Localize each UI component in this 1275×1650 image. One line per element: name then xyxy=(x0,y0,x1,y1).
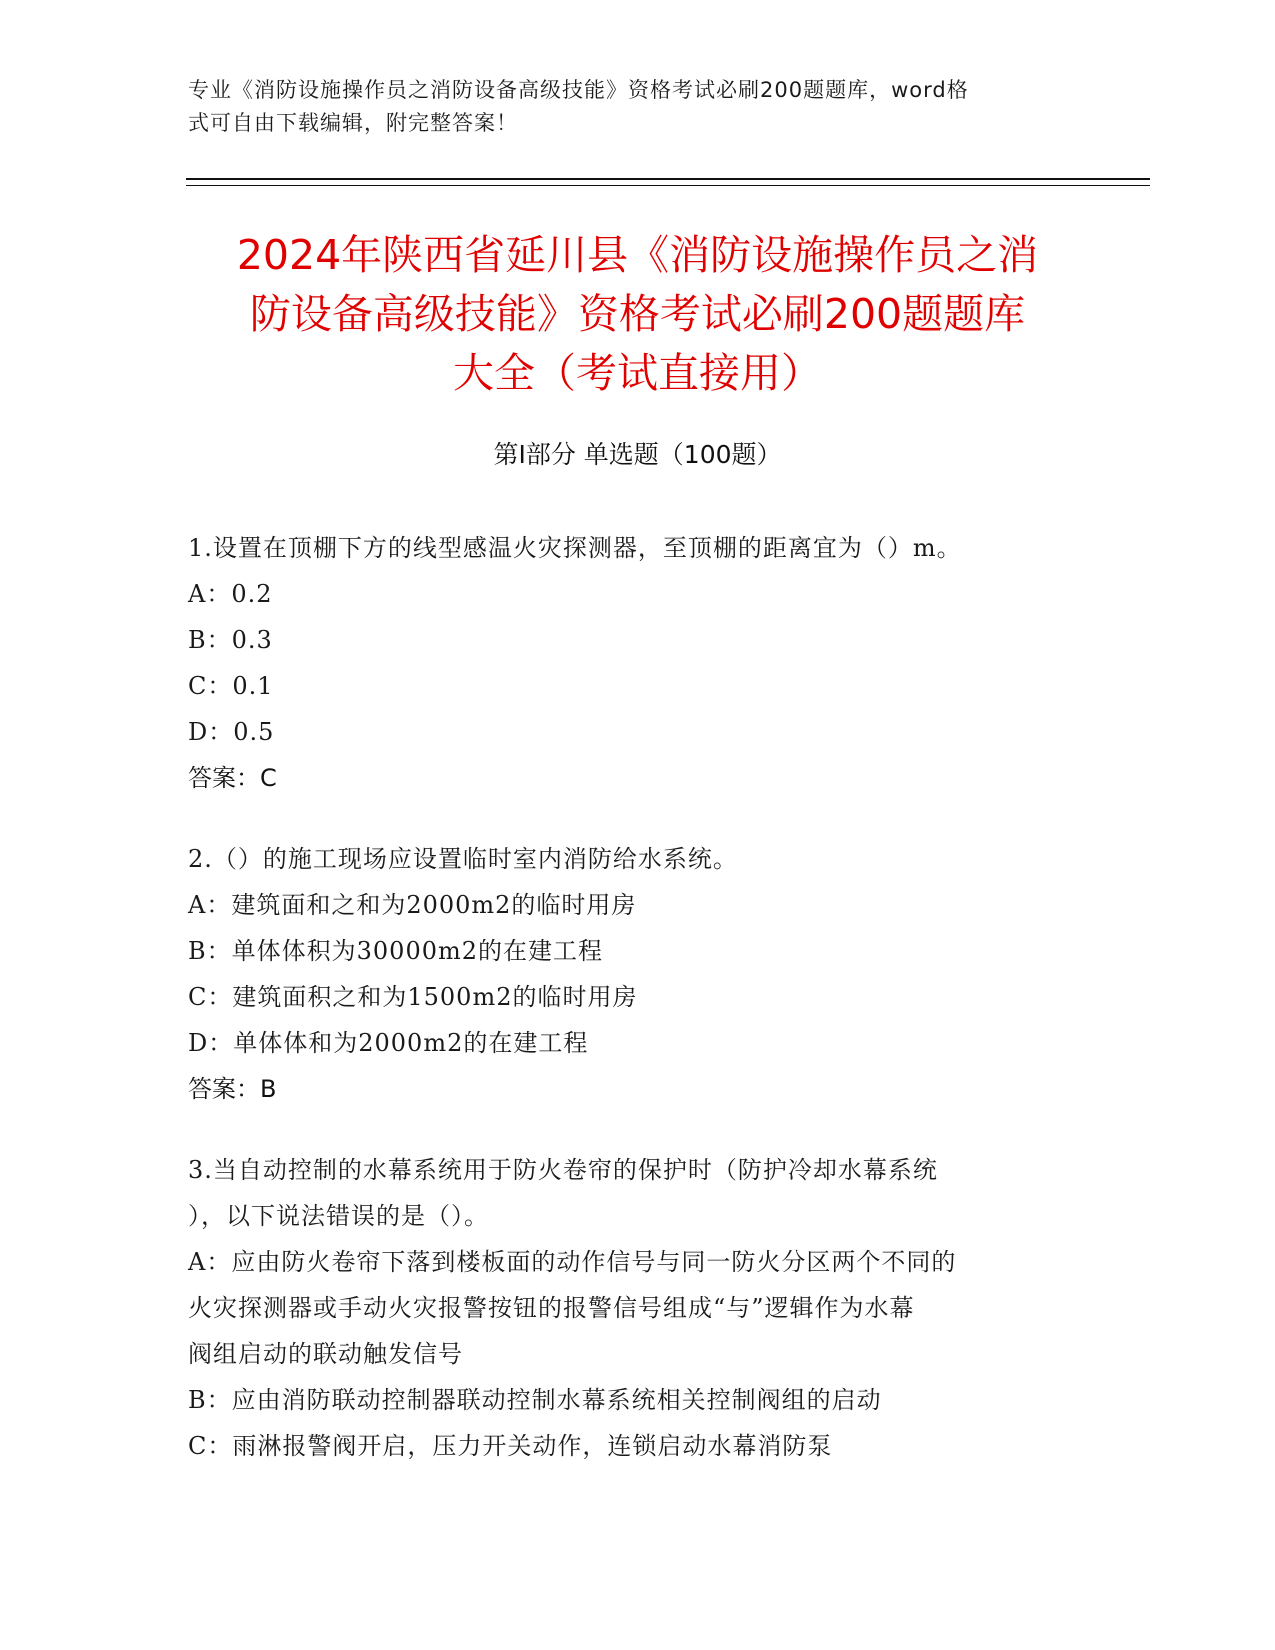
option-b: B：单体体积为30000m2的在建工程 xyxy=(188,937,604,965)
document-title-line-1: 2024年陕西省延川县《消防设施操作员之消 xyxy=(236,231,1039,279)
option-a-line-2: 火灾探测器或手动火灾报警按钮的报警信号组成“与”逻辑作为水幕 xyxy=(188,1294,915,1322)
option-a: A：0.2 xyxy=(188,580,273,608)
option-c: C：0.1 xyxy=(188,672,274,700)
document-title xyxy=(150,226,1125,403)
question-list xyxy=(188,525,1078,1504)
answer: 答案：B xyxy=(188,1075,277,1103)
document-title-line-2: 防设备高级技能》资格考试必刷200题题库 xyxy=(249,290,1026,338)
header-note-line-2: 式可自由下载编辑，附完整答案！ xyxy=(188,111,518,135)
option-a-line-1: A：应由防火卷帘下落到楼板面的动作信号与同一防火分区两个不同的 xyxy=(188,1248,957,1276)
answer: 答案：C xyxy=(188,764,277,792)
option-c: C：雨淋报警阀开启，压力开关动作，连锁启动水幕消防泵 xyxy=(188,1432,833,1460)
question-stem-line-2: ），以下说法错误的是（）。 xyxy=(188,1202,489,1230)
option-a: A：建筑面和之和为2000m2的临时用房 xyxy=(188,891,637,919)
option-c: C：建筑面积之和为1500m2的临时用房 xyxy=(188,983,638,1011)
section-title: 第Ⅰ部分 单选题（100题） xyxy=(493,440,782,469)
question-2 xyxy=(188,836,1078,1112)
option-d: D：单体体和为2000m2的在建工程 xyxy=(188,1029,589,1057)
header-divider-thin xyxy=(186,185,1150,186)
document-title-line-3: 大全（考试直接用） xyxy=(453,349,822,397)
header-note-line-1: 专业《消防设施操作员之消防设备高级技能》资格考试必刷200题题库，word格 xyxy=(188,78,969,102)
question-stem-line-1: 3.当自动控制的水幕系统用于防火卷帘的保护时（防护冷却水幕系统 xyxy=(188,1156,938,1184)
header-note xyxy=(188,74,1088,140)
question-stem: 2.（）的施工现场应设置临时室内消防给水系统。 xyxy=(188,845,738,873)
option-d: D：0.5 xyxy=(188,718,275,746)
question-stem: 1.设置在顶棚下方的线型感温火灾探测器，至顶棚的距离宜为（）m。 xyxy=(188,534,962,562)
header-divider-thick xyxy=(186,178,1150,180)
question-1 xyxy=(188,525,1078,801)
option-b: B：应由消防联动控制器联动控制水幕系统相关控制阀组的启动 xyxy=(188,1386,882,1414)
option-b: B：0.3 xyxy=(188,626,273,654)
option-a-line-3: 阀组启动的联动触发信号 xyxy=(188,1340,463,1368)
question-3 xyxy=(188,1147,1078,1469)
